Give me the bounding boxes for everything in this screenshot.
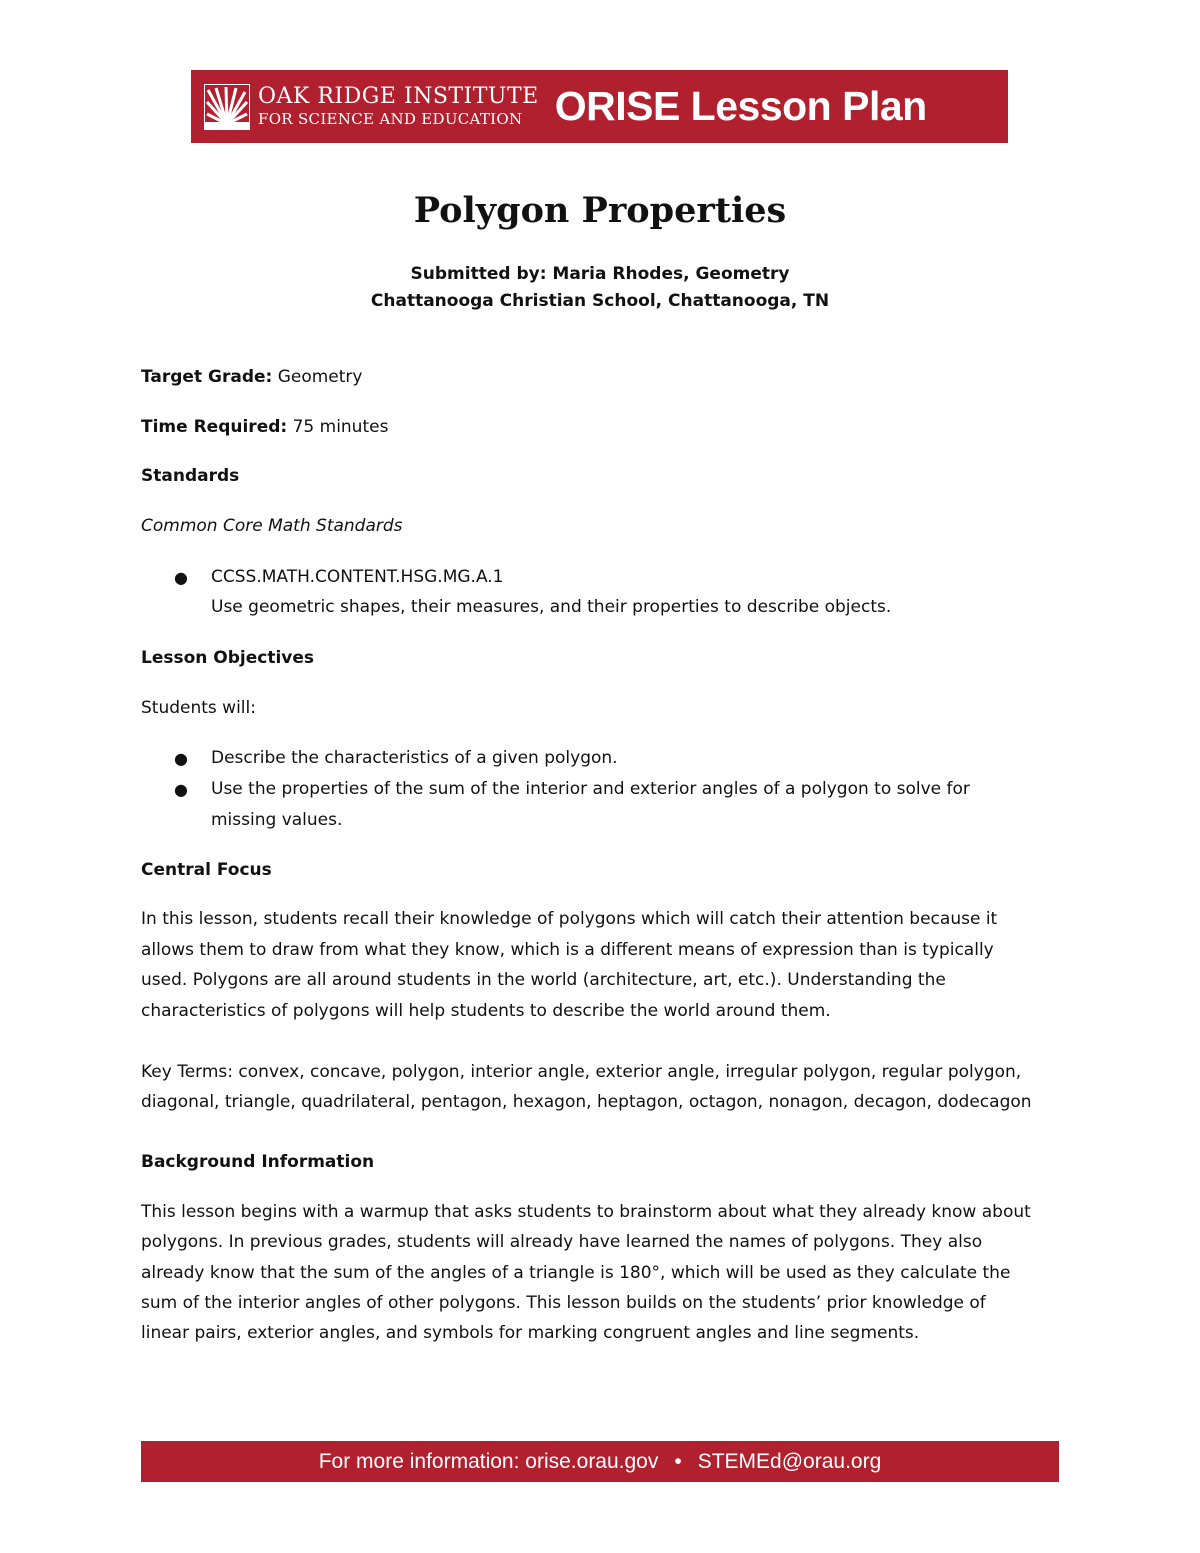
page-title: Polygon Properties [413,190,787,231]
background-line: already know that the sum of the angles of a triangle is 180°, which will be used as they calculate the [141,1263,1011,1283]
header-banner [191,70,1008,143]
objective-2-line1: Use the properties of the sum of the interior and exterior angles of a polygon to solve for [211,779,970,799]
objective-1: Describe the characteristics of a given polygon. [211,748,618,768]
time-required-label: Time Required: [141,417,288,437]
footer-info-link[interactable]: For more information: orise.orau.gov [318,1449,659,1473]
logo [204,84,539,130]
background-line: sum of the interior angles of other polygons. This lesson builds on the students’ prior knowledge of [141,1293,986,1313]
background-line: polygons. In previous grades, students will already have learned the names of polygons. They also [141,1232,983,1252]
footer-email-link[interactable]: STEMEd@orau.org [697,1449,882,1473]
background-heading: Background Information [141,1152,375,1172]
standards-subheading: Common Core Math Standards [141,516,403,536]
footer-separator: • [674,1449,682,1473]
target-grade-label: Target Grade: [141,367,273,387]
central-focus-heading: Central Focus [141,860,272,880]
objective-2-line2: missing values. [211,810,343,830]
central-focus-line: allows them to draw from what they know, which is a different means of expression than is typically [141,940,994,960]
target-grade [141,367,363,387]
standard-code: CCSS.MATH.CONTENT.HSG.MG.A.1 [211,567,504,587]
background-line: This lesson begins with a warmup that asks students to brainstorm about what they already know about [141,1202,1031,1222]
key-terms-line: diagonal, triangle, quadrilateral, pentagon, hexagon, heptagon, octagon, nonagon, decagon, dodecagon [141,1092,1032,1112]
bullet-icon: ● [174,749,188,768]
institute-name [258,86,539,127]
banner-title: ORISE Lesson Plan [554,83,927,129]
target-grade-value: Geometry [277,367,363,387]
central-focus-line: In this lesson, students recall their knowledge of polygons which will catch their attention because it [141,909,998,929]
time-required-value: 75 minutes [292,417,389,437]
submitted-by: Submitted by: Maria Rhodes, Geometry [410,264,790,284]
objectives-heading: Lesson Objectives [141,648,315,668]
standards-heading: Standards [141,466,240,486]
central-focus-line: characteristics of polygons will help students to describe the world around them. [141,1001,831,1021]
school-name: Chattanooga Christian School, Chattanooga, TN [370,291,830,311]
institute-line1: OAK RIDGE INSTITUTE [258,84,539,109]
bullet-icon: ● [174,780,188,799]
bullet-icon: ● [174,568,188,587]
institute-line2: FOR SCIENCE AND EDUCATION [258,110,523,128]
central-focus-line: used. Polygons are all around students in the world (architecture, art, etc.). Understanding the [141,970,946,990]
key-terms-line: Key Terms: convex, concave, polygon, interior angle, exterior angle, irregular polygon, regular polygon, [141,1062,1022,1082]
time-required [141,417,388,437]
objectives-intro: Students will: [141,698,256,718]
footer-banner [141,1441,1059,1482]
background-line: linear pairs, exterior angles, and symbols for marking congruent angles and line segments. [141,1323,920,1343]
sunburst-logo-icon [204,84,250,130]
standard-text: Use geometric shapes, their measures, and their properties to describe objects. [211,597,892,617]
